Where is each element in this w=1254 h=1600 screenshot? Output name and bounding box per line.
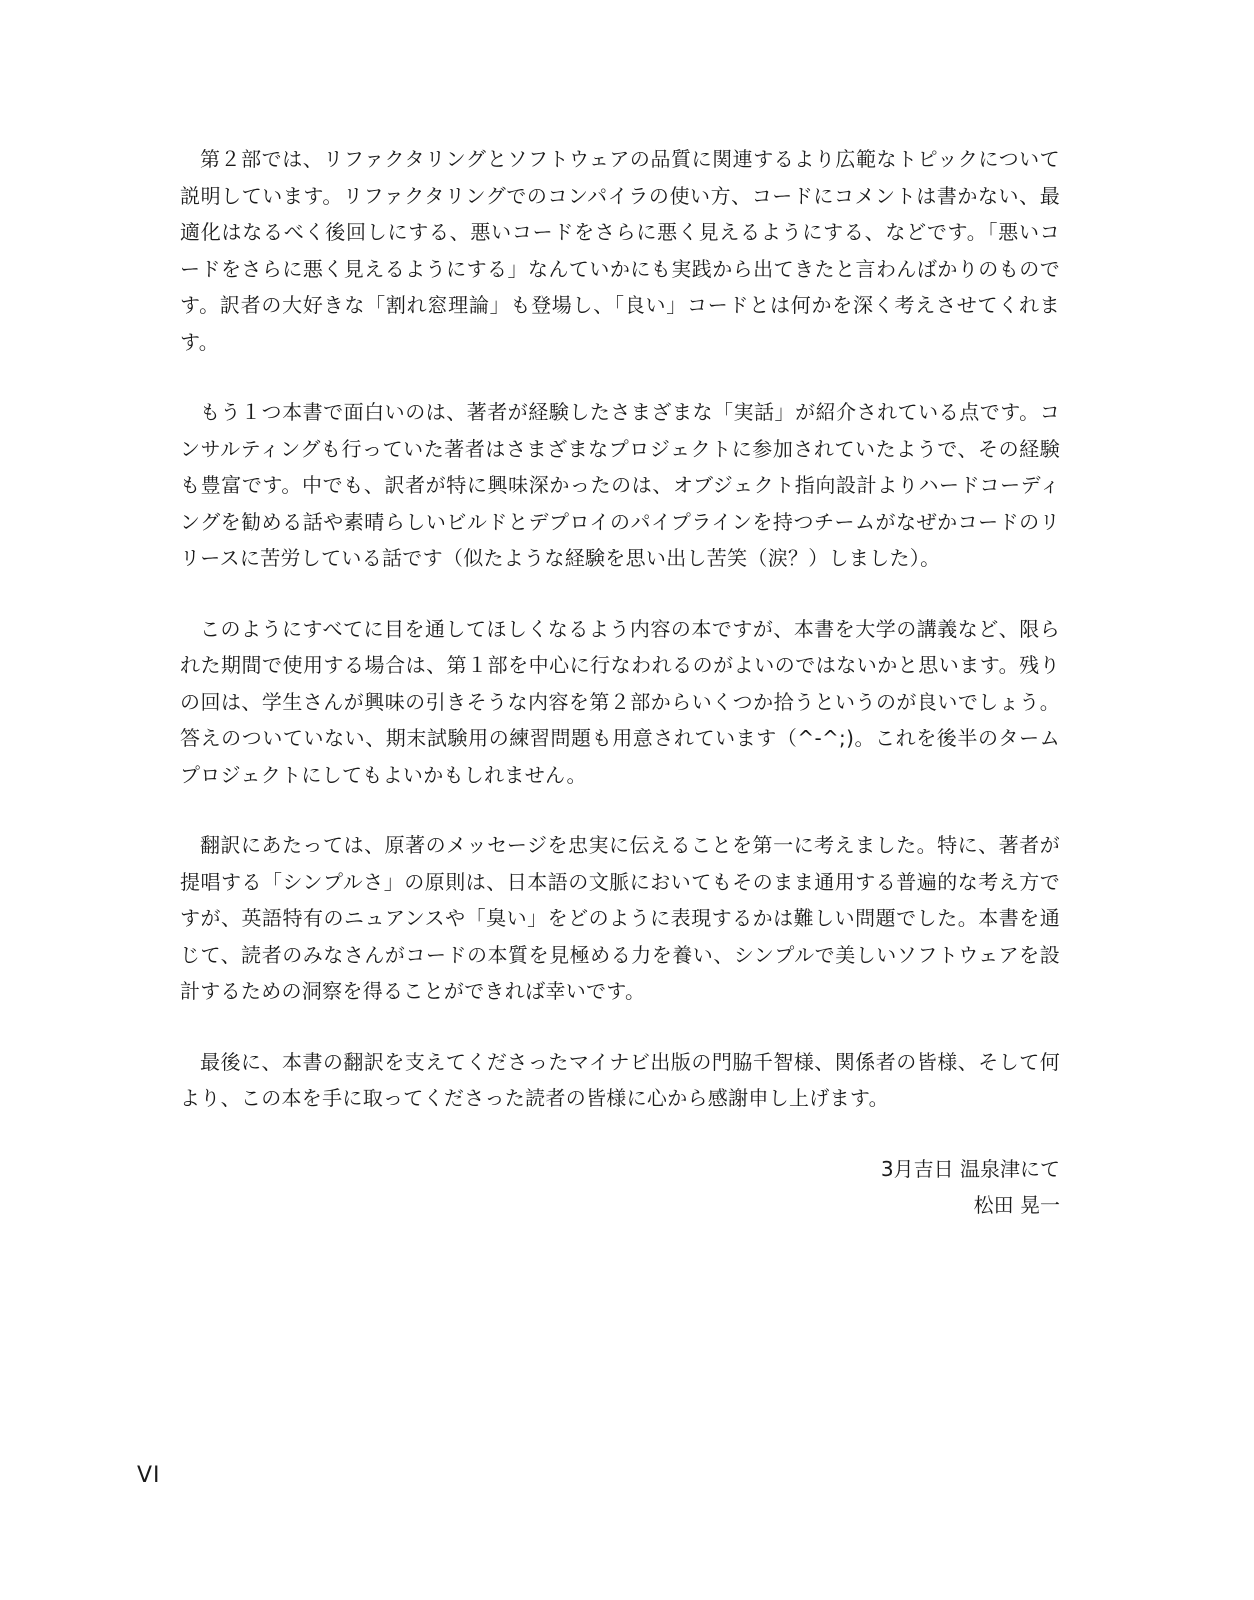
- paragraph-part2-topics: 第２部では、リファクタリングとソフトウェアの品質に関連するより広範なトピックについて説明しています。リファクタリングでのコンパイラの使い方、コードにコメントは書かない、最適化はなるべく後回しにする、悪いコードをさらに悪く見えるようにする、などです。「悪いコードをさらに悪く見えるようにする」なんていかにも実践から出てきたと言わんばかりのものです。訳者の大好きな「割れ窓理論」も登場し、「良い」コードとは何かを深く考えさせてくれます。: [180, 147, 1060, 354]
- signature-block: [180, 1151, 1060, 1223]
- signature-name: 松田 晃一: [973, 1192, 1060, 1217]
- paragraph-course-usage: このようにすべてに目を通してほしくなるよう内容の本ですが、本書を大学の講義など、限られた期間で使用する場合は、第１部を中心に行なわれるのがよいのではないかと思います。残りの回は、学生さんが興味の引きそうな内容を第２部からいくつか拾うというのが良いでしょう。答えのついていない、期末試験用の練習問題も用意されています（^-^;)。これを後半のタームプロジェクトにしてもよいかもしれません。: [180, 616, 1060, 787]
- page-number: VI: [137, 1463, 161, 1488]
- paragraph-acknowledgements: 最後に、本書の翻訳を支えてくださったマイナビ出版の門脇千智様、関係者の皆様、そして何より、この本を手に取ってくださった読者の皆様に心から感謝申し上げます。: [180, 1049, 1060, 1110]
- body-text: [180, 141, 1060, 1223]
- paragraph-real-stories: もう１つ本書で面白いのは、著者が経験したさまざまな「実話」が紹介されている点です。コンサルティングも行っていた著者はさまざまなプロジェクトに参加されていたようで、その経験も豊富です。中でも、訳者が特に興味深かったのは、オブジェクト指向設計よりハードコーディングを勧める話や素晴らしいビルドとデプロイのパイプラインを持つチームがなぜかコードのリリースに苦労している話です（似たような経験を思い出し苦笑（涙？）しました）。: [180, 400, 1060, 570]
- signature-date-place: 3月吉日 温泉津にて: [880, 1156, 1060, 1181]
- paragraph-translation-notes: 翻訳にあたっては、原著のメッセージを忠実に伝えることを第一に考えました。特に、著者が提唱する「シンプルさ」の原則は、日本語の文脈においてもそのまま通用する普遍的な考え方ですが、英語特有のニュアンスや「臭い」をどのように表現するかは難しい問題でした。本書を通じて、読者のみなさんがコードの本質を見極める力を養い、シンプルで美しいソフトウェアを設計するための洞察を得ることができれば幸いです。: [180, 833, 1060, 1003]
